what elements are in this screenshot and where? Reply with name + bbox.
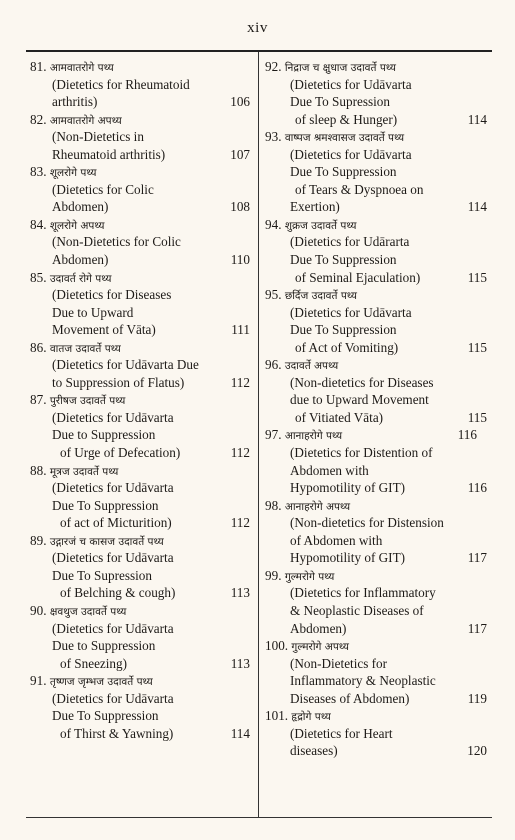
entry-description-text: Due To Supression [290, 94, 390, 110]
entry-description-line [265, 690, 487, 708]
entry-description-line [30, 549, 250, 567]
entry-description-line [265, 584, 487, 602]
toc-entry [265, 637, 487, 707]
entry-description-text: (Dietetics for Udāvarta [52, 409, 174, 425]
entry-description-text: (Dietetics for Udāvarta [290, 146, 412, 162]
entry-heading [30, 532, 250, 550]
toc-entry [30, 391, 250, 461]
entry-description-line [265, 532, 487, 550]
entry-description-line [265, 304, 487, 322]
left-column [30, 58, 250, 742]
entry-heading [265, 707, 487, 725]
entry-page-number: 119 [467, 690, 487, 706]
entry-description-line [265, 444, 487, 462]
entry-page-number: 112 [230, 515, 250, 531]
entry-description-line [30, 690, 250, 708]
entry-page-number: 113 [230, 655, 250, 671]
entry-description-line [265, 146, 487, 164]
entry-description-text: Due To Suppression [52, 497, 159, 513]
entry-description-line [30, 725, 250, 743]
entry-title: क्षवथुज उदावर्ते पथ्य [49, 605, 127, 618]
entry-description-line [265, 391, 487, 409]
entry-description-text: (Dietetics for Udāvarta [52, 690, 174, 706]
entry-number: 97. [265, 427, 282, 443]
entry-description-text: (Dietetics for Colic [52, 181, 154, 197]
toc-entry [30, 532, 250, 602]
entry-description-text: Hypomotility of GIT) [290, 550, 406, 566]
toc-entry [265, 426, 487, 496]
toc-entry [30, 111, 250, 164]
entry-description-line [30, 707, 250, 725]
entry-description-line [265, 672, 487, 690]
entry-heading [265, 426, 487, 444]
entry-description-text: Abdomen) [290, 620, 347, 636]
toc-entry [30, 163, 250, 216]
entry-title: शुक्रज उदावर्ते पथ्य [284, 219, 357, 232]
entry-page-number: 111 [231, 322, 250, 338]
entry-heading [265, 216, 487, 234]
entry-description-text: (Dietetics for Udāvarta [290, 76, 412, 92]
entry-description-line [30, 567, 250, 585]
entry-description-text: (Dietetics for Udāvarta [52, 620, 174, 636]
entry-title: आनाहरोगे अपथ्य [284, 500, 351, 513]
bottom-rule [26, 817, 492, 818]
entry-description-line [265, 111, 487, 129]
entry-page-number: 110 [230, 252, 250, 268]
entry-description-text: (Dietetics for Udāvarta Due [52, 357, 199, 373]
entry-heading [30, 111, 250, 129]
entry-number: 85. [30, 269, 47, 285]
entry-description-line [30, 444, 250, 462]
entry-description-line [265, 409, 487, 427]
entry-number: 93. [265, 129, 282, 145]
entry-description-text: of Urge of Defecation) [60, 445, 181, 461]
entry-description-text: Rheumatoid arthritis) [52, 146, 166, 162]
entry-description-line [265, 462, 487, 480]
entry-number: 98. [265, 497, 282, 513]
entry-heading [30, 391, 250, 409]
entry-title: उद्गारजं च कासज उदावर्ते पथ्य [49, 535, 164, 548]
entry-heading [265, 128, 487, 146]
entry-description-text: Due To Suppression [290, 252, 397, 268]
entry-description-text: arthritis) [52, 94, 98, 110]
entry-description-line [265, 725, 487, 743]
entry-description-line [30, 233, 250, 251]
entry-description-text: (Dietetics for Udāvarta [52, 480, 174, 496]
entry-title: तृष्णज जृम्भज उदावर्ते पथ्य [49, 676, 153, 689]
entry-number: 99. [265, 567, 282, 583]
entry-page-number: 112 [230, 445, 250, 461]
entry-description-line [265, 233, 487, 251]
entry-title: उदावर्त रोगे पथ्य [49, 272, 112, 285]
entry-description-text: Inflammatory & Neoplastic [290, 673, 436, 689]
entry-title: वातज उदावर्ते पथ्य [49, 342, 121, 355]
entry-description-line [30, 620, 250, 638]
entry-description-line [30, 655, 250, 673]
entry-page-number: 120 [467, 743, 487, 759]
entry-description-line [30, 479, 250, 497]
entry-description-line [30, 181, 250, 199]
entry-description-text: of Vitiated Vāta) [295, 409, 384, 425]
entry-title: मूत्रज उदावर्ते पथ्य [49, 465, 119, 478]
entry-description-line [30, 128, 250, 146]
entry-description-line [265, 76, 487, 94]
entry-heading [265, 356, 487, 374]
toc-entry [265, 58, 487, 128]
right-column [265, 58, 487, 760]
entry-description-text: (Dietetics for Heart [290, 725, 393, 741]
top-rule [26, 50, 492, 52]
entry-title: गुल्मरोगे अपथ्य [291, 641, 349, 654]
entry-number: 100. [265, 638, 289, 654]
entry-page-number: 107 [230, 146, 250, 162]
entry-title: आमवातरोगे अपथ्य [49, 114, 122, 127]
entry-page-number: 115 [467, 339, 487, 355]
entry-description-text: Hypomotility of GIT) [290, 480, 406, 496]
entry-title: आनाहरोगे पथ्य [284, 430, 343, 443]
entry-title: शूलरोगे पथ्य [49, 167, 97, 180]
entry-number: 82. [30, 111, 47, 127]
toc-entry [265, 567, 487, 637]
entry-page-number: 114 [467, 199, 487, 215]
entry-description-text: Due To Supression [52, 567, 152, 583]
toc-entry [30, 339, 250, 392]
entry-heading [265, 286, 487, 304]
entry-description-line [265, 620, 487, 638]
entry-title: निद्राज च क्षुधाज उदावर्ते पथ्य [284, 62, 396, 74]
entry-description-text: Due To Suppression [290, 322, 397, 338]
entry-heading [30, 462, 250, 480]
entry-description-line [30, 637, 250, 655]
entry-description-line [265, 198, 487, 216]
entry-title: आमवातरोगे पथ्य [49, 62, 114, 74]
entry-description-text: (Dietetics for Diseases [52, 287, 172, 303]
entry-description-text: of Sneezing) [60, 655, 128, 671]
entry-page-number: 114 [467, 111, 487, 127]
entry-description-line [265, 181, 487, 199]
entry-description-line [265, 374, 487, 392]
entry-description-line [265, 549, 487, 567]
toc-entry [265, 497, 487, 567]
entry-description-line [265, 742, 487, 760]
entry-description-text: Due to Suppression [52, 427, 156, 443]
entry-description-text: (Non-Dietetics for [290, 655, 388, 671]
entry-heading [30, 602, 250, 620]
entry-description-text: (Dietetics for Distention of [290, 445, 433, 461]
entry-description-line [265, 514, 487, 532]
entry-description-text: due to Upward Movement [290, 392, 429, 408]
entry-heading [265, 58, 487, 76]
entry-description-line [30, 76, 250, 94]
entry-heading [30, 339, 250, 357]
entry-description-text: Due to Upward [52, 304, 134, 320]
entry-description-text: & Neoplastic Diseases of [290, 602, 424, 618]
entry-description-text: Abdomen) [52, 252, 109, 268]
entry-number: 91. [30, 673, 47, 689]
entry-number: 88. [30, 462, 47, 478]
toc-entry [30, 269, 250, 339]
column-divider [258, 52, 259, 817]
entry-description-line [30, 286, 250, 304]
entry-title: उदावर्ते अपथ्य [284, 360, 339, 373]
entry-description-line [265, 655, 487, 673]
entry-number: 81. [30, 59, 47, 74]
entry-page-number: 117 [467, 620, 487, 636]
entry-number: 95. [265, 287, 282, 303]
entry-description-line [30, 426, 250, 444]
entry-description-text: (Non-dietetics for Diseases [290, 374, 434, 390]
entry-description-text: Due To Suppression [52, 708, 159, 724]
entry-description-line [265, 269, 487, 287]
page-number: xiv [247, 20, 268, 36]
entry-description-line [265, 479, 487, 497]
entry-description-text: of sleep & Hunger) [295, 111, 398, 127]
entry-heading [265, 567, 487, 585]
entry-description-line [30, 251, 250, 269]
entry-page-number: 112 [230, 374, 250, 390]
entry-description-text: (Non-Dietetics for Colic [52, 234, 181, 250]
entry-heading [30, 58, 250, 76]
entry-description-line [265, 93, 487, 111]
entry-page-number: 117 [467, 550, 487, 566]
entry-title: वाष्पज श्रमश्वासज उदावर्ते पथ्य [284, 132, 405, 145]
entry-description-line [265, 251, 487, 269]
entry-description-text: (Non-dietetics for Distension [290, 515, 444, 531]
entry-description-text: of Abdomen with [290, 532, 383, 548]
entry-description-line [30, 93, 250, 111]
entry-page-number: 113 [230, 585, 250, 601]
entry-heading [30, 216, 250, 234]
toc-entry [30, 216, 250, 269]
entry-page-number: 108 [230, 199, 250, 215]
entry-description-line [30, 514, 250, 532]
entry-description-text: to Suppression of Flatus) [52, 374, 185, 390]
entry-description-text: of Belching & cough) [60, 585, 176, 601]
entry-description-text: Diseases of Abdomen) [290, 690, 410, 706]
entry-number: 86. [30, 339, 47, 355]
entry-number: 87. [30, 392, 47, 408]
entry-description-text: of Thirst & Yawning) [60, 725, 174, 741]
entry-number: 83. [30, 164, 47, 180]
entry-description-line [265, 602, 487, 620]
entry-description-text: (Dietetics for Inflammatory [290, 585, 436, 601]
entry-title: हृद्रोगे पथ्य [291, 711, 331, 724]
entry-number: 92. [265, 59, 282, 74]
toc-entry [30, 672, 250, 742]
entry-description-text: Movement of Vāta) [52, 322, 156, 338]
entry-title: छर्दिज उदावर्ते पथ्य [284, 290, 357, 303]
entry-page-number: 115 [467, 269, 487, 285]
entry-description-text: Abdomen) [52, 199, 109, 215]
entry-number: 90. [30, 602, 47, 618]
entry-description-text: of Act of Vomiting) [295, 339, 399, 355]
entry-description-line [265, 163, 487, 181]
entry-description-line [30, 374, 250, 392]
toc-entry [265, 216, 487, 286]
entry-heading [30, 269, 250, 287]
entry-description-text: of Tears & Dyspnoea on [295, 181, 424, 197]
entry-page-number: 114 [230, 725, 250, 741]
entry-description-text: (Non-Dietetics in [52, 129, 144, 145]
entry-title: गुल्मरोगे पथ्य [284, 570, 335, 583]
entry-number: 89. [30, 532, 47, 548]
entry-title: पुरीषज उदावर्ते पथ्य [49, 395, 126, 408]
entry-description-line [30, 356, 250, 374]
entry-description-text: of Seminal Ejaculation) [295, 269, 421, 285]
toc-entry [265, 286, 487, 356]
entry-description-text: Abdomen with [290, 462, 369, 478]
entry-heading [30, 672, 250, 690]
entry-number: 84. [30, 216, 47, 232]
entry-description-line [30, 304, 250, 322]
entry-heading [265, 497, 487, 515]
entry-description-line [30, 321, 250, 339]
toc-entry [30, 602, 250, 672]
entry-description-line [30, 198, 250, 216]
entry-title: शूलरोगे अपथ्य [49, 219, 105, 232]
toc-entry [30, 462, 250, 532]
toc-entry [265, 356, 487, 426]
entry-description-text: of act of Micturition) [60, 515, 172, 531]
entry-page-number: 106 [230, 94, 250, 110]
entry-description-line [265, 321, 487, 339]
entry-description-text: Exertion) [290, 199, 340, 215]
entry-number: 101. [265, 708, 289, 724]
entry-description-line [30, 409, 250, 427]
toc-entry [265, 707, 487, 760]
entry-description-text: (Dietetics for Udāvarta [52, 550, 174, 566]
toc-entry [265, 128, 487, 216]
entry-description-text: diseases) [290, 743, 338, 759]
entry-description-line [30, 146, 250, 164]
entry-description-text: Due to Suppression [52, 638, 156, 654]
entry-description-text: Due To Suppression [290, 164, 397, 180]
entry-description-line [30, 584, 250, 602]
entry-number: 94. [265, 216, 282, 232]
entry-page-number: 116 [457, 427, 477, 443]
entry-description-line [30, 497, 250, 515]
entry-page-number: 115 [467, 409, 487, 425]
entry-description-line [265, 339, 487, 357]
entry-description-text: (Dietetics for Udārarta [290, 234, 410, 250]
toc-entry [30, 58, 250, 111]
entry-page-number: 116 [467, 480, 487, 496]
entry-description-text: (Dietetics for Rheumatoid [52, 76, 190, 92]
entry-heading [265, 637, 487, 655]
entry-number: 96. [265, 357, 282, 373]
entry-description-text: (Dietetics for Udāvarta [290, 304, 412, 320]
entry-heading [30, 163, 250, 181]
